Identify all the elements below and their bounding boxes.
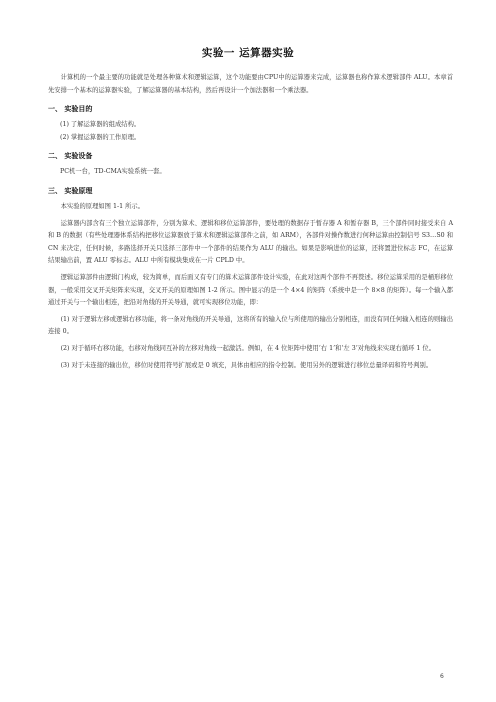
page-number: 6 (440, 673, 444, 680)
body-paragraph: 逻辑运算部件由逻辑门构成，较为简单，而后面又有专门的算术运算部件设计实验，在此对这两个部件不再赘述。移位运算采用的是桶形移位器，一般采用交叉开关矩阵来实现，交叉开关的原理如图 1-2 所示。图中显示的是一个 4×4 的矩阵（系统中是一个 8×8 的矩阵）。每一个输入都通过开关与一个输出相连，把沿对角线的开关导通，就可实现移位功能，即： (48, 273, 453, 307)
body-paragraph: 运算器内部含有三个独立运算部件，分别为算术、逻辑和移位运算部件，要处理的数据存于暂存器 A 和暂存器 B，三个部件同时接受来自 A 和 B 的数据（有些处理器体系结构把移位运算器放于算术和逻辑运算部件之前，如 ARM），各部件对操作数进行何种运算由控制信号 S3…S0 和 CN 来决定，任何时候，多路选择开关只选择三部件中一个部件的结果作为 ALU 的输出。如果是影响进位的运算，还将置进位标志 FC，在运算结果输出前，置 ALU 零标志。ALU 中所有模块集成在一片 CPLD 中。 (48, 219, 453, 265)
page-title: 实验一 运算器实验 (201, 47, 295, 59)
section-heading-objectives: 一、 实验目的 (48, 105, 93, 114)
intro-paragraph: 计算机的一个最主要的功能就是处理各种算术和逻辑运算，这个功能要由CPU中的运算器来完成，运算器也称作算术逻辑部件 ALU。本章首先安排一个基本的运算器实验，了解运算器的基本结构，然后再设计一个加法器和一个乘法器。 (48, 74, 453, 94)
body-paragraph: 本实验的原理如图 1-1 所示。 (60, 202, 145, 210)
list-item: (1) 了解运算器的组成结构。 (60, 121, 141, 129)
equipment-text: PC机一台，TD-CMA实验系统一套。 (60, 168, 166, 176)
list-item: (2) 对于循环右移功能，右移对角线同互补的左移对角线一起激活。例如，在 4 位矩阵中使用‘右 1’和‘左 3’对角线来实现右循环 1 位。 (60, 344, 435, 352)
section-heading-equipment: 二、 实验设备 (48, 152, 93, 161)
list-item: (3) 对于未连接的输出位，移位时使用符号扩展或是 0 填充，具体由相应的指令控制。使用另外的逻辑进行移位总量译码和符号判别。 (60, 361, 433, 369)
document-body (48, 72, 453, 372)
section-heading-principle: 三、 实验原理 (48, 186, 93, 195)
list-item: (1) 对于逻辑左移或逻辑右移功能，将一条对角线的开关导通，这将所有的输入位与所使用的输出分别相连，而没有同任何输入相连的则输出连接 0。 (48, 315, 453, 336)
list-item: (2) 掌握运算器的工作原理。 (60, 133, 141, 141)
